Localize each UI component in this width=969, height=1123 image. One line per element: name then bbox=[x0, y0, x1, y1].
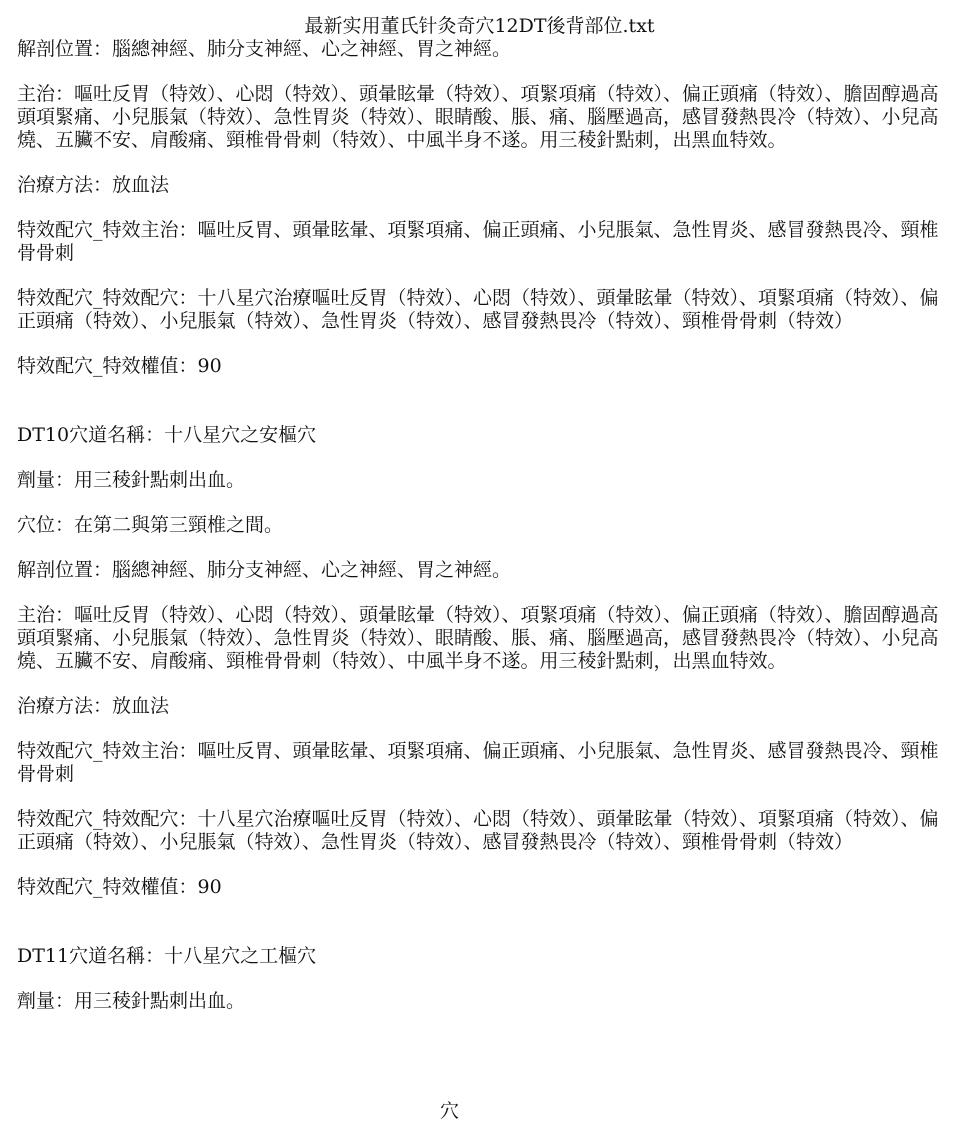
document-title: 最新实用董氏针灸奇穴12DT後背部位.txt bbox=[304, 15, 655, 37]
location-paragraph: 穴位：在第二與第三頸椎之間。 bbox=[17, 514, 284, 536]
point-name-heading: DT10穴道名稱：十八星穴之安樞穴 bbox=[17, 424, 317, 446]
special-indications-paragraph: 特效配穴_特效主治：嘔吐反胃、頭暈眩暈、項緊項痛、偏正頭痛、小兒脹氣、急性胃炎、感冒發熱畏冷、頸椎骨骨刺 bbox=[17, 219, 939, 264]
treatment-method-paragraph: 治療方法：放血法 bbox=[17, 174, 170, 196]
indications-paragraph: 主治：嘔吐反胃（特效）、心悶（特效）、頭暈眩暈（特效）、項緊項痛（特效）、偏正頭痛（特效）、膽固醇過高頭項緊痛、小兒脹氣（特效）、急性胃炎（特效）、眼睛酸、脹、痛、腦壓過高，感冒發熱畏冷（特效）、小兒高燒、五臟不安、肩酸痛、頸椎骨骨刺（特效）、中風半身不遂。用三稜針點刺，出黑血特效。 bbox=[17, 83, 939, 151]
point-name-heading: DT11穴道名稱：十八星穴之工樞穴 bbox=[17, 945, 317, 967]
special-indications-paragraph: 特效配穴_特效主治：嘔吐反胃、頭暈眩暈、項緊項痛、偏正頭痛、小兒脹氣、急性胃炎、感冒發熱畏冷、頸椎骨骨刺 bbox=[17, 740, 939, 785]
special-weight-paragraph: 特效配穴_特效權值：90 bbox=[17, 876, 222, 898]
anatomy-paragraph: 解剖位置：腦總神經、肺分支神經、心之神經、胃之神經。 bbox=[17, 559, 512, 581]
dosage-paragraph: 劑量：用三稜針點刺出血。 bbox=[17, 469, 246, 491]
dosage-paragraph: 劑量：用三稜針點刺出血。 bbox=[17, 990, 246, 1012]
document-page bbox=[17, 14, 942, 1013]
anatomy-paragraph: 解剖位置：腦總神經、肺分支神經、心之神經、胃之神經。 bbox=[17, 38, 512, 60]
special-combination-paragraph: 特效配穴_特效配穴：十八星穴治療嘔吐反胃（特效）、心悶（特效）、頭暈眩暈（特效）、項緊項痛（特效）、偏正頭痛（特效）、小兒脹氣（特效）、急性胃炎（特效）、感冒發熱畏冷（特效）、頸椎骨骨刺（特效） bbox=[17, 808, 939, 853]
special-weight-paragraph: 特效配穴_特效權值：90 bbox=[17, 355, 222, 377]
page-cut-glyph bbox=[440, 1100, 464, 1122]
treatment-method-paragraph: 治療方法：放血法 bbox=[17, 695, 170, 717]
cut-glyph-text: 穴 bbox=[440, 1100, 460, 1122]
indications-paragraph: 主治：嘔吐反胃（特效）、心悶（特效）、頭暈眩暈（特效）、項緊項痛（特效）、偏正頭痛（特效）、膽固醇過高頭項緊痛、小兒脹氣（特效）、急性胃炎（特效）、眼睛酸、脹、痛、腦壓過高，感冒發熱畏冷（特效）、小兒高燒、五臟不安、肩酸痛、頸椎骨骨刺（特效）、中風半身不遂。用三稜針點刺，出黑血特效。 bbox=[17, 604, 939, 672]
special-combination-paragraph: 特效配穴_特效配穴：十八星穴治療嘔吐反胃（特效）、心悶（特效）、頭暈眩暈（特效）、項緊項痛（特效）、偏正頭痛（特效）、小兒脹氣（特效）、急性胃炎（特效）、感冒發熱畏冷（特效）、頸椎骨骨刺（特效） bbox=[17, 287, 939, 332]
